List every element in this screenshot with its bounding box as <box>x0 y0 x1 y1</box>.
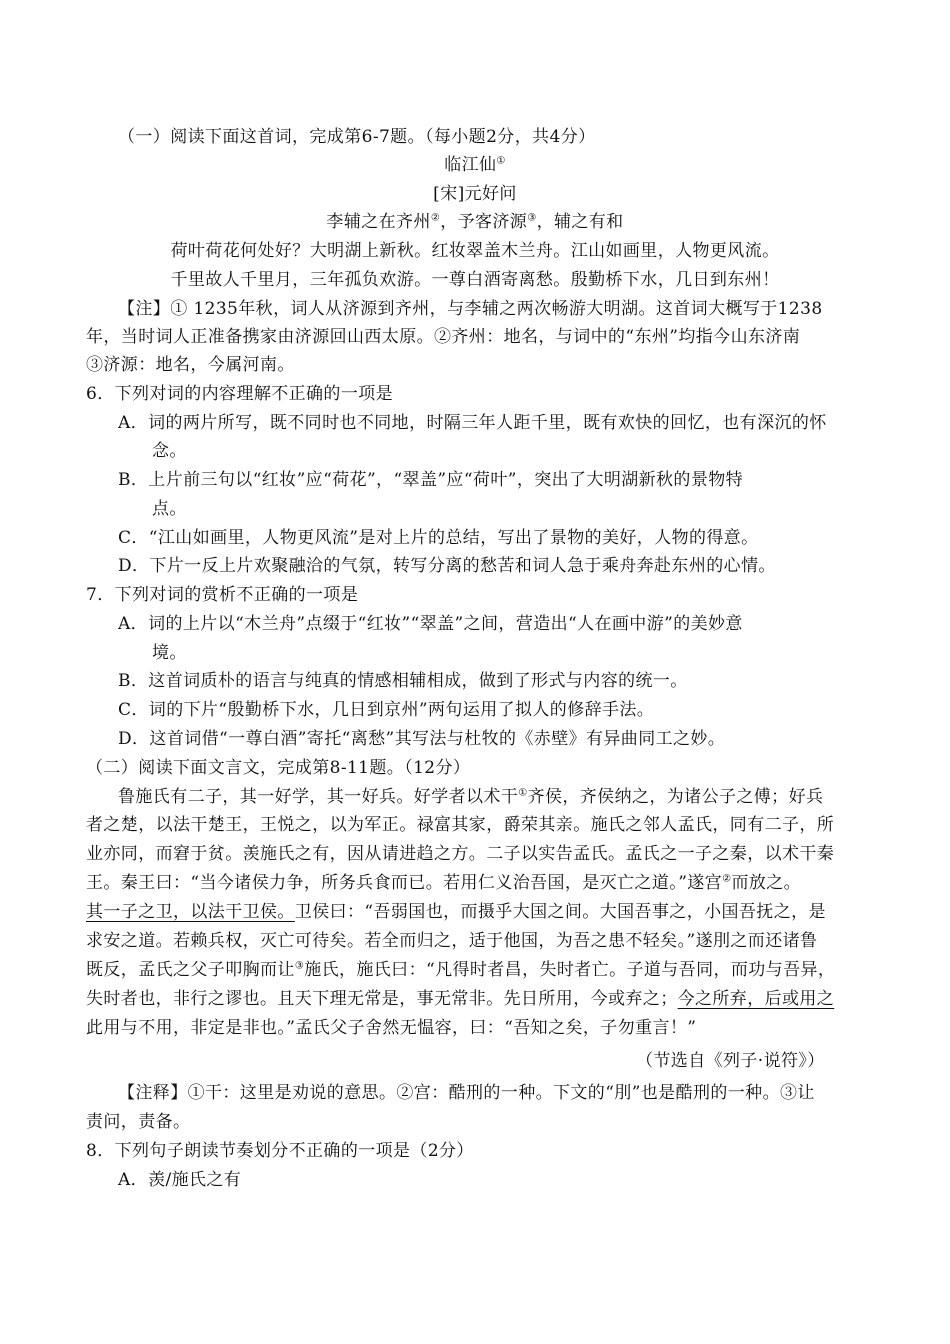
poem-note-line-1: 【注】① 1235年秋，词人从济源到齐州，与李辅之两次畅游大明湖。这首词大概写于1238 <box>118 299 823 319</box>
poem-line-2: 千里故人千里月，三年孤负欢游。一尊白酒寄离愁。殷勤桥下水，几日到东州！ <box>170 270 780 290</box>
poem-note-line-2: 年，当时词人正准备携家由济源回山西太原。②齐州：地名，与词中的“东州”均指今山东济南 <box>86 327 801 347</box>
section-2-heading: （二）阅读下面文言文，完成第8-11题。（12分） <box>86 758 471 778</box>
passage-line-8: 失时者也，非行之谬也。且天下理无常是，事无常非。先日所用，今或弃之；今之所弃，后或用之 <box>86 989 835 1009</box>
question-6-option-d: D．下片一反上片欢聚融洽的气氛，转写分离的愁苦和词人急于乘舟奔赴东州的心情。 <box>118 556 776 576</box>
underlined-sentence-1: 其一子之卫，以法干卫侯。 <box>86 902 295 922</box>
underlined-sentence-2: 今之所弃，后或用之 <box>677 989 835 1009</box>
question-7-option-d: D．这首词借“一尊白酒”寄托“离愁”其写法与杜牧的《赤壁》有异曲同工之妙。 <box>118 729 726 749</box>
question-7-option-c: C．词的下片“殷勤桥下水，几日到京州”两句运用了拟人的修辞手法。 <box>118 700 655 720</box>
poem-preface: 李辅之在齐州②，予客济源③，辅之有和 <box>326 212 624 232</box>
poem-line-1: 荷叶荷花何处好？大明湖上新秋。红妆翠盖木兰舟。江山如画里，人物更风流。 <box>170 241 780 261</box>
question-7-option-a-line-2: 境。 <box>152 643 187 663</box>
passage-note-line-2: 责问，责备。 <box>86 1112 191 1132</box>
passage-line-3: 业亦同，而窘于贫。羡施氏之有，因从请进趋之方。二子以实告孟氏。孟氏之一子之秦，以术干秦 <box>86 844 835 864</box>
question-6-option-a-line-1: A．词的两片所写，既不同时也不同地，时隔三年人距千里，既有欢快的回忆，也有深沉的怀 <box>118 413 827 433</box>
passage-line-4: 王。秦王曰：“当今诸侯力争，所务兵食而已。若用仁义治吾国，是灭亡之道。”遂宫②而放之。 <box>86 873 802 893</box>
question-6-stem: 6．下列对词的内容理解不正确的一项是 <box>86 384 394 404</box>
poem-author: [宋]元好问 <box>433 184 517 204</box>
poem-title: 临江仙① <box>444 155 506 175</box>
poem-note-line-3: ③济源：地名，今属河南。 <box>86 355 295 375</box>
question-8-option-a: A．羡/施氏之有 <box>118 1170 242 1190</box>
question-7-option-a-line-1: A．词的上片以“木兰舟”点缀于“红妆”“翠盖”之间，营造出“人在画中游”的美妙意 <box>118 614 743 634</box>
question-6-option-b-line-1: B．上片前三句以“红妆”应“荷花”，“翠盖”应“荷叶”，突出了大明湖新秋的景物特 <box>118 470 744 490</box>
question-6-option-b-line-2: 点。 <box>152 499 187 519</box>
passage-line-1: 鲁施氏有二子，其一好学，其一好兵。好学者以术干①齐侯，齐侯纳之，为诸公子之傅；好兵 <box>118 787 824 807</box>
question-8-stem: 8．下列句子朗读节奏划分不正确的一项是（2分） <box>86 1141 474 1161</box>
passage-source: （节选自《列子·说符》） <box>636 1051 825 1071</box>
question-6-option-c: C．“江山如画里，人物更风流”是对上片的总结，写出了景物的美好，人物的得意。 <box>118 528 759 548</box>
question-7-option-b: B．这首词质朴的语言与纯真的情感相辅相成，做到了形式与内容的统一。 <box>118 671 688 691</box>
passage-line-2: 者之楚，以法干楚王，王悦之，以为军正。禄富其家，爵荣其亲。施氏之邻人孟氏，同有二子，所 <box>86 815 835 835</box>
passage-line-5: 其一子之卫，以法干卫侯。卫侯曰：“吾弱国也，而摄乎大国之间。大国吾事之，小国吾抚之，是 <box>86 902 826 922</box>
passage-line-7: 既反，孟氏之父子叩胸而让③施氏，施氏曰：“凡得时者昌，失时者亡。子道与吾同，而功与吾异， <box>86 960 836 980</box>
passage-note-line-1: 【注释】①干：这里是劝说的意思。②宫：酷刑的一种。下文的“刖”也是酷刑的一种。③让 <box>118 1083 815 1103</box>
passage-line-9: 此用与不用，非定是非也。”孟氏父子舍然无愠容，曰：“吾知之矣，子勿重言！” <box>86 1018 697 1038</box>
passage-line-6: 求安之道。若赖兵权，灭亡可待矣。若全而归之，适于他国，为吾之患不轻矣。”遂刖之而还诸鲁 <box>86 931 818 951</box>
section-1-heading: （一）阅读下面这首词，完成第6-7题。（每小题2分，共4分） <box>118 127 596 147</box>
question-6-option-a-line-2: 念。 <box>152 441 187 461</box>
question-7-stem: 7．下列对词的赏析不正确的一项是 <box>86 585 359 605</box>
